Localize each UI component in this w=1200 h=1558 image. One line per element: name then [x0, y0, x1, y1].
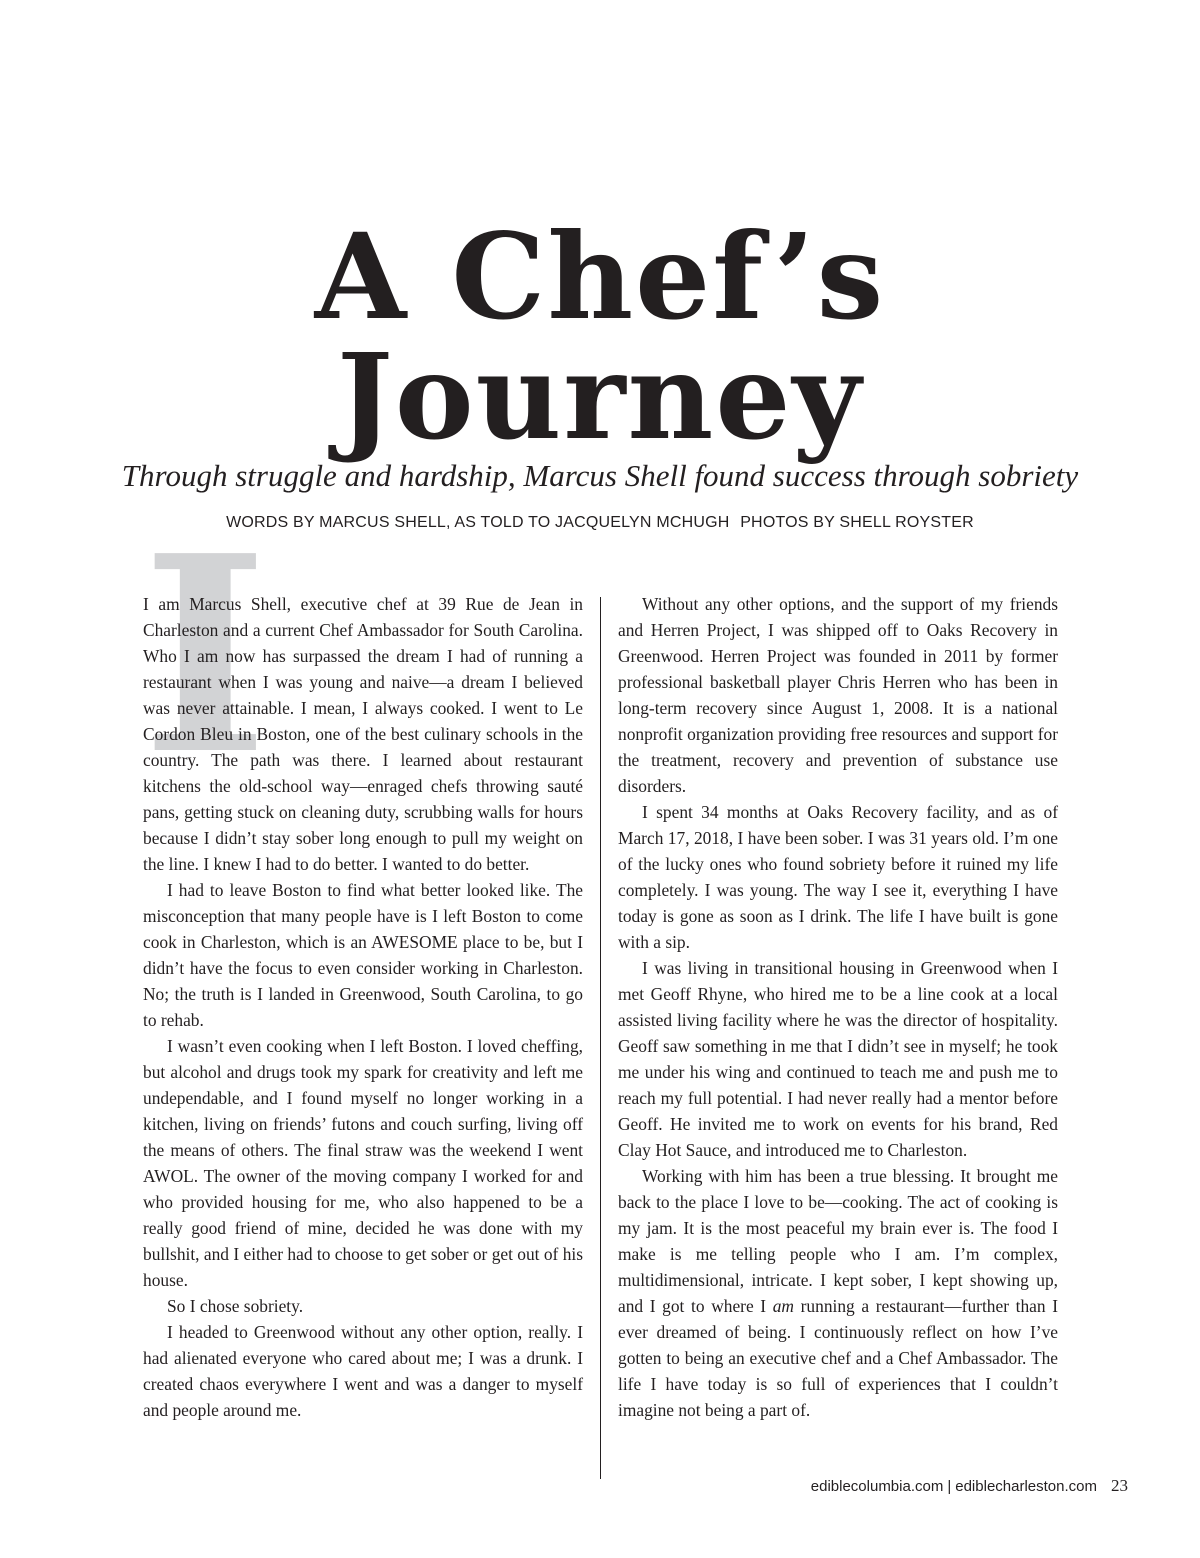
- paragraph: So I chose sobriety.: [167, 1296, 304, 1316]
- title-line-1: A Chef’s: [314, 207, 886, 346]
- left-column: [143, 591, 583, 1423]
- footer-site-charleston: ediblecharleston.com: [955, 1478, 1097, 1495]
- footer-site-columbia: ediblecolumbia.com: [810, 1478, 944, 1495]
- footer-separator: |: [947, 1478, 952, 1495]
- page-footer: [811, 1475, 1128, 1498]
- paragraph: I was living in transitional housing in Greenwood when I met Geoff Rhyne, who hired me to be a line cook at a local assisted living facility where he was the director of hospitality. Geoff saw something in me that I didn’t see in myself; he took me under his wing and continued to teach me and push me to reach my full potential. I had never really had a mentor before Geoff. He invited me to work on events for his brand, Red Clay Hot Sauce, and introduced me to Charleston.: [618, 958, 1058, 1160]
- emphasis-text: am: [772, 1296, 794, 1316]
- title-line-2: Journey: [337, 327, 863, 466]
- right-column: [618, 591, 1058, 1423]
- drop-cap: I: [142, 496, 269, 814]
- paragraph: I am Marcus Shell, executive chef at 39 Rue de Jean in Charleston and a current Chef Ambassador for South Carolina. Who I am now has surpassed the dream I had of running a restaurant when I was young and naive—a dream I believed was never attainable. I mean, I always cooked. I went to Le Cordon Bleu in Boston, one of the best culinary schools in the country. The path was there. I learned about restaurant kitchens the old-school way—enraged chefs throwing sauté pans, getting stuck on cleaning duty, scrubbing walls for hours because I didn’t stay sober long enough to pull my weight on the line. I knew I had to do better. I wanted to do better.: [143, 594, 583, 874]
- article-subtitle: Through struggle and hardship, Marcus Shell found success through sobriety: [121, 458, 1079, 493]
- column-divider: [600, 597, 601, 1479]
- paragraph: I spent 34 months at Oaks Recovery facility, and as of March 17, 2018, I have been sober. I was 31 years old. I’m one of the lucky ones who found sobriety before it ruined my life completely. I was young. The way I see it, everything I have today is gone as soon as I drink. The life I have built is gone with a sip.: [618, 802, 1058, 952]
- paragraph: [618, 1163, 1058, 1423]
- paragraph: I had to leave Boston to find what better looked like. The misconception that many people have is I left Boston to come cook in Charleston, which is an AWESOME place to be, but I didn’t have the focus to even consider working in Charleston. No; the truth is I landed in Greenwood, South Carolina, to go to rehab.: [143, 880, 583, 1030]
- paragraph-text: Working with him has been a true blessing. It brought me back to the place I love to be—cooking. The act of cooking is my jam. It is the most peaceful my brain ever is. The food I make is me telling people who I am. I’m complex, multidimensional, intricate. I kept sober, I kept showing up, and I got to where I: [618, 1166, 1058, 1316]
- page-number: 23: [1111, 1476, 1128, 1495]
- paragraph-text: running a restaurant—further than I ever dreamed of being. I continuously reflect on how I’ve gotten to being an executive chef and a Chef Ambassador. The life I have today is so full of experiences that I couldn’t imagine not being a part of.: [618, 1296, 1058, 1420]
- paragraph: I wasn’t even cooking when I left Boston. I loved cheffing, but alcohol and drugs took my spark for creativity and left me undependable, and I found myself no longer working in a kitchen, living on friends’ futons and couch surfing, living off the means of others. The final straw was the weekend I went AWOL. The owner of the moving company I worked for and who provided housing for me, who also happened to be a really good friend of mine, decided he was done with my bullshit, and I either had to choose to get sober or get out of his house.: [143, 1036, 583, 1290]
- byline-photos: PHOTOS BY SHELL ROYSTER: [740, 514, 974, 531]
- byline-words: WORDS BY MARCUS SHELL, AS TOLD TO JACQUELYN MCHUGH: [226, 514, 730, 531]
- paragraph: Without any other options, and the support of my friends and Herren Project, I was shipped off to Oaks Recovery in Greenwood. Herren Project was founded in 2011 by former professional basketball player Chris Herren who has been in long-term recovery since August 1, 2008. It is a national nonprofit organization providing free resources and support for the treatment, recovery and prevention of substance use disorders.: [618, 594, 1058, 796]
- paragraph: I headed to Greenwood without any other option, really. I had alienated everyone who cared about me; I was a drunk. I created chaos everywhere I went and was a danger to myself and people around me.: [143, 1322, 583, 1420]
